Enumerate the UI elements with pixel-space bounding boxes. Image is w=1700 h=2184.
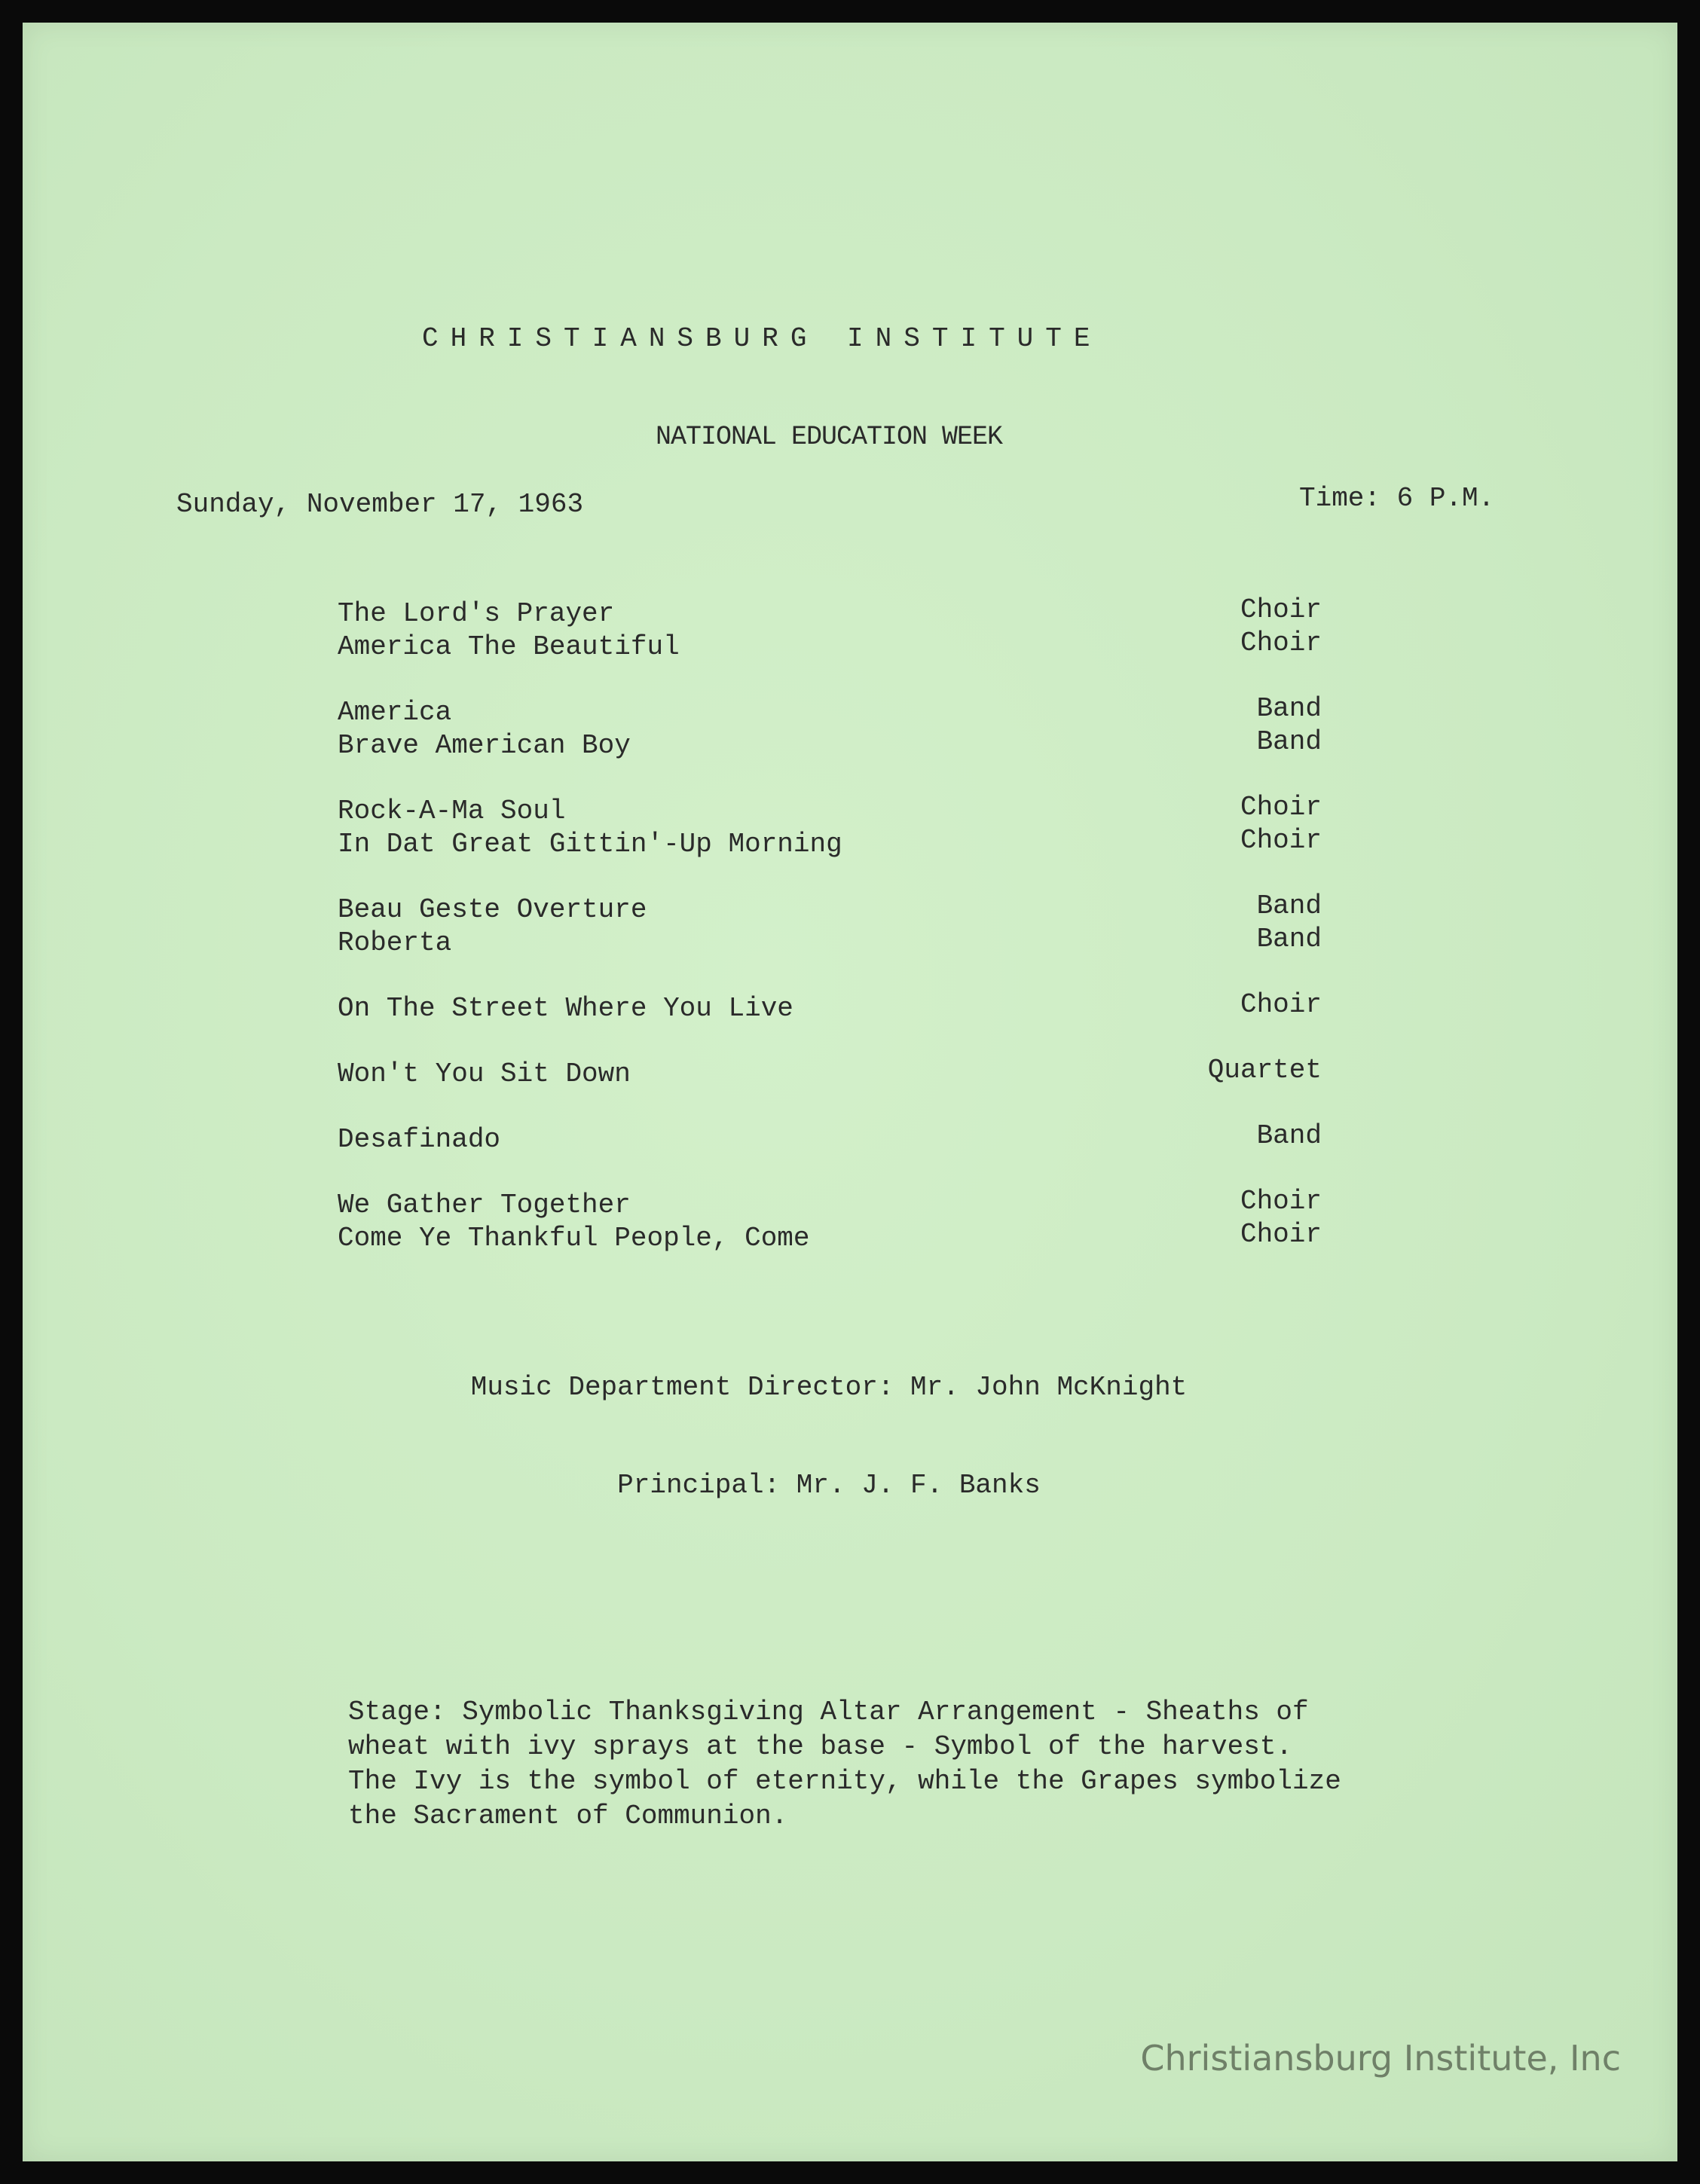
program-item-title: In Dat Great Gittin'-Up Morning [338, 829, 842, 860]
program-item-performer: Band [1256, 1120, 1322, 1151]
program-item-performer: Quartet [1207, 1055, 1322, 1086]
program-item-title: Rock-A-Ma Soul [338, 796, 566, 826]
program-item-title: America The Beautiful [338, 631, 680, 662]
event-date: Sunday, November 17, 1963 [176, 489, 584, 520]
program-item-performer: Choir [1240, 792, 1322, 823]
music-director-credit: Music Department Director: Mr. John McKnight [470, 1372, 1188, 1403]
program-item-performer: Band [1256, 693, 1322, 724]
stage-note: Stage: Symbolic Thanksgiving Altar Arrangement - Sheaths of wheat with ivy sprays at the base - Symbol of the harvest. The Ivy is the symbol of eternity, while the Grapes symbolize the Sacrament of Communion. [348, 1697, 1341, 1831]
program-item-performer: Choir [1240, 825, 1322, 856]
program-item-title: Roberta [338, 927, 452, 958]
program-item-performer: Choir [1240, 1219, 1322, 1250]
program-item-title: Come Ye Thankful People, Come [338, 1223, 810, 1254]
event-time: Time: 6 P.M. [1299, 483, 1495, 514]
program-item-title: Brave American Boy [338, 730, 631, 761]
principal-credit: Principal: Mr. J. F. Banks [617, 1470, 1041, 1501]
program-item-title: We Gather Together [338, 1190, 631, 1220]
program-item-performer: Band [1256, 924, 1322, 955]
program-sheet [23, 23, 1677, 2161]
program-item-performer: Band [1256, 726, 1322, 757]
program-item-performer: Choir [1240, 989, 1322, 1020]
program-item-performer: Band [1256, 890, 1322, 921]
program-item-performer: Choir [1240, 1186, 1322, 1217]
institution-title: CHRISTIANSBURG INSTITUTE [422, 323, 1102, 354]
program-item-performer: Choir [1240, 628, 1322, 658]
program-item-title: Desafinado [338, 1124, 501, 1155]
program-item-title: On The Street Where You Live [338, 993, 793, 1024]
program-item-title: America [338, 697, 452, 728]
archive-watermark: Christiansburg Institute, Inc [1140, 2038, 1621, 2079]
program-item-title: Beau Geste Overture [338, 894, 647, 925]
program-item-title: Won't You Sit Down [338, 1058, 631, 1089]
program-item-performer: Choir [1240, 594, 1322, 625]
event-subtitle: NATIONAL EDUCATION WEEK [655, 422, 1003, 452]
program-item-title: The Lord's Prayer [338, 598, 615, 629]
